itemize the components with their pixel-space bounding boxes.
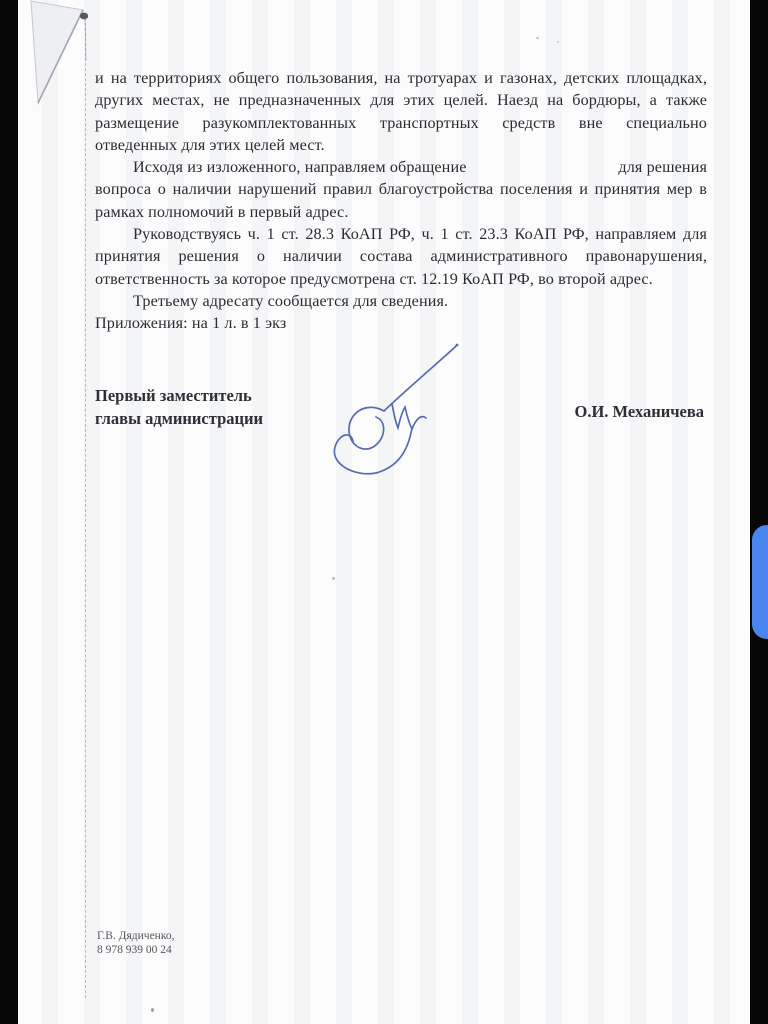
viewer-edge-left bbox=[0, 0, 18, 1024]
signature-ink-stroke bbox=[300, 325, 475, 485]
signatory-name: О.И. Механичева bbox=[574, 402, 704, 421]
letter-body bbox=[95, 67, 707, 335]
document-line: и на территориях общего пользования, на тротуарах и газонах, детских площадках, bbox=[95, 69, 707, 87]
document-line: вопроса о наличии нарушений правил благоустройства поселения и принятия мер в bbox=[95, 180, 707, 199]
document-line: Приложения: на 1 л. в 1 экз bbox=[95, 314, 287, 333]
margin-crease-line bbox=[85, 18, 86, 998]
edge-scroll-indicator[interactable] bbox=[752, 525, 768, 639]
executor-contact bbox=[97, 929, 174, 957]
viewer-edge-right bbox=[750, 0, 768, 1024]
document-line-left: Исходя из изложенного, направляем обращение bbox=[133, 158, 467, 177]
signatory-title-line2: главы администрации bbox=[95, 408, 264, 428]
document-line: рамках полномочий в первый адрес. bbox=[95, 202, 349, 221]
scan-speck bbox=[536, 37, 539, 39]
contact-name: Г.В. Дядиченко, bbox=[97, 930, 175, 942]
document-line: размещение разукомплектованных транспортных средств вне специально bbox=[95, 113, 707, 132]
document-line bbox=[95, 156, 707, 178]
document-line: других местах, не предназначенных для этих целей. Наезд на бордюры, а также bbox=[95, 91, 707, 110]
scan-speck bbox=[332, 577, 335, 580]
scan-speck bbox=[557, 41, 559, 43]
signatory-title-line1: Первый заместитель bbox=[95, 386, 252, 405]
contact-phone: 8 978 939 00 24 bbox=[97, 944, 172, 956]
document-line: Третьему адресату сообщается для сведения. bbox=[133, 291, 449, 310]
staple-dot bbox=[80, 13, 88, 20]
signatory-title bbox=[95, 385, 263, 430]
document-line: отведенных для этих целей мест. bbox=[95, 135, 325, 154]
document-line: ответственность за которое предусмотрена ст. 12.19 КоАП РФ, во второй адрес. bbox=[95, 269, 653, 288]
document-line-right: для решения bbox=[618, 158, 707, 177]
document-line: принятия решения о наличии состава административного правонарушения, bbox=[95, 247, 707, 266]
document-line: Руководствуясь ч. 1 ст. 28.3 КоАП РФ, ч. 1 ст. 23.3 КоАП РФ, направляем для bbox=[133, 225, 707, 244]
scan-speck bbox=[151, 1008, 154, 1012]
